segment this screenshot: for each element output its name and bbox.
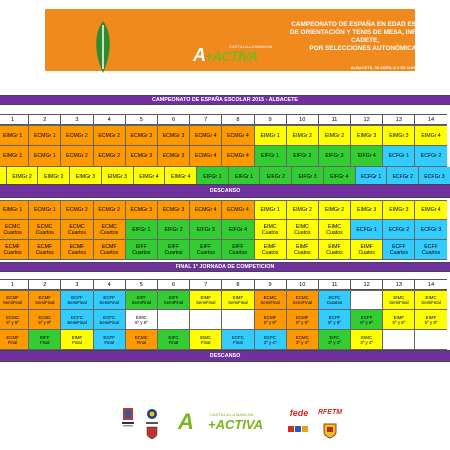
match-cell: ECMGr 1 bbox=[28, 200, 60, 220]
match-cell: EIFGr 4 bbox=[221, 220, 253, 240]
match-cell: EIFF SemiFinal bbox=[157, 290, 189, 310]
match-cell: EIMGr 3 bbox=[382, 125, 414, 146]
column-number: 13 bbox=[382, 279, 414, 290]
match-cell: EIMF Cuatos bbox=[350, 240, 382, 260]
match-cell: ECMGr 4 bbox=[189, 146, 221, 167]
schedule-row bbox=[0, 310, 446, 330]
match-cell: ECMF Final bbox=[0, 330, 28, 350]
match-cell: EIFGr 1 bbox=[228, 167, 260, 188]
match-cell: ECFC Final bbox=[221, 330, 253, 350]
match-cell: ECMGr 2 bbox=[93, 146, 125, 167]
column-number: 11 bbox=[318, 114, 350, 125]
column-number: 12 bbox=[350, 114, 382, 125]
activa-footer-logo: A +ACTIVA CASTILLA-LA MANCHA bbox=[178, 409, 264, 434]
match-cell: ECMC 5º y 8º bbox=[28, 310, 60, 330]
column-number: 14 bbox=[414, 279, 446, 290]
partner-small-logo-icon bbox=[288, 424, 308, 434]
match-cell: EIFGr 3 bbox=[291, 167, 323, 188]
match-cell: EIMC 3º y 4º bbox=[350, 330, 382, 350]
schedule-row bbox=[0, 146, 446, 167]
schedule-title: CAMPEONATO DE ESPAÑA ESCOLAR 2015 - ALBACETE bbox=[0, 95, 450, 105]
match-cell bbox=[157, 310, 189, 330]
match-cell: EIMF Cuatos bbox=[254, 240, 286, 260]
match-cell: ECMF 5º y 8º bbox=[254, 310, 286, 330]
match-cell: EIFF SemiFinal bbox=[125, 290, 157, 310]
column-number: 9 bbox=[254, 279, 286, 290]
match-cell: EIMGr 1 bbox=[254, 200, 286, 220]
match-cell: ECMGr 1 bbox=[28, 125, 60, 146]
column-number: 4 bbox=[93, 279, 125, 290]
match-cell: EIFC Final bbox=[157, 330, 189, 350]
match-cell: EIMGr 2 bbox=[286, 125, 318, 146]
column-number: 8 bbox=[221, 279, 253, 290]
column-number: 14 bbox=[414, 114, 446, 125]
match-cell: ECMC SemiFinal bbox=[286, 290, 318, 310]
match-cell: ECMGr 2 bbox=[93, 200, 125, 220]
match-cell: ECFGr 3 bbox=[414, 220, 446, 240]
column-number: 5 bbox=[125, 114, 157, 125]
match-cell: EIMC Final bbox=[189, 330, 221, 350]
footer-logos bbox=[0, 400, 450, 450]
match-cell: EIMGr 4 bbox=[414, 125, 446, 146]
match-cell: EIMC SemiFinal bbox=[382, 290, 414, 310]
match-cell: ECFF SemiFinal bbox=[93, 290, 125, 310]
banner-date: ALBACETE, 30 ABRIL A 3 DE MAYO DE 2015 bbox=[350, 65, 436, 70]
match-cell: ECMGr 4 bbox=[189, 125, 221, 146]
match-cell: ECMGr 3 bbox=[125, 125, 157, 146]
schedule-row bbox=[0, 125, 446, 146]
fede-logo: fede bbox=[289, 408, 309, 418]
match-cell: ECMC Final bbox=[125, 330, 157, 350]
column-number: 6 bbox=[157, 114, 189, 125]
column-number-row bbox=[0, 114, 446, 125]
match-cell bbox=[382, 330, 414, 350]
match-cell: ECMF Cuartos bbox=[93, 240, 125, 260]
match-cell: EIFF Final bbox=[28, 330, 60, 350]
match-cell: ECMF SemiFinal bbox=[28, 290, 60, 310]
match-cell: ECMGr 2 bbox=[93, 125, 125, 146]
match-cell: ECMC SemiFinal bbox=[254, 290, 286, 310]
match-cell: ECFC SemiFinal bbox=[93, 310, 125, 330]
match-cell: ECMF 5º y 8º bbox=[286, 310, 318, 330]
match-cell: EIFGr 1 bbox=[254, 146, 286, 167]
match-cell: EIMGr 3 bbox=[382, 200, 414, 220]
schedule-row bbox=[0, 240, 446, 260]
match-cell: EIFGr 2 bbox=[286, 146, 318, 167]
match-cell: EIFF Cuartos bbox=[157, 240, 189, 260]
schedule-row bbox=[0, 330, 446, 350]
column-number: 7 bbox=[189, 114, 221, 125]
match-cell: EIFGr 4 bbox=[323, 167, 355, 188]
column-number: 13 bbox=[382, 114, 414, 125]
jccm-logo-icon bbox=[121, 406, 135, 430]
match-cell: EIMGr 3 bbox=[101, 167, 133, 188]
match-cell: EIFC 3º y 4º bbox=[318, 330, 350, 350]
match-cell bbox=[221, 310, 253, 330]
match-cell: EIFF Cuartos bbox=[221, 240, 253, 260]
match-cell: ECFF Final bbox=[93, 330, 125, 350]
column-number: 5 bbox=[125, 279, 157, 290]
match-cell: ECMF Cuartos bbox=[60, 240, 92, 260]
match-cell: ECFF Cuartos bbox=[382, 240, 414, 260]
match-cell: EIMGr 1 bbox=[254, 125, 286, 146]
column-number: 10 bbox=[286, 114, 318, 125]
match-cell: EIFGr 3 bbox=[189, 220, 221, 240]
match-cell: EIMGr 2 bbox=[318, 125, 350, 146]
match-cell: EIMGr 4 bbox=[133, 167, 165, 188]
match-cell: ECMGr 3 bbox=[157, 125, 189, 146]
match-cell: EIMGr 1 bbox=[0, 146, 28, 167]
match-cell: ECMGr 3 bbox=[125, 146, 157, 167]
descanso-bar: DESCANSO bbox=[0, 184, 450, 198]
match-cell: ECMGr 4 bbox=[221, 125, 253, 146]
header-banner bbox=[45, 9, 441, 71]
match-cell: ECMGr 3 bbox=[157, 200, 189, 220]
match-cell: ECFF SemiFinal bbox=[60, 290, 92, 310]
match-cell: ECFC 3º y 4º bbox=[254, 330, 286, 350]
schedule-row bbox=[0, 290, 446, 310]
rfetm-logo: RFETM bbox=[317, 408, 343, 416]
match-cell: EIFF Cuartos bbox=[125, 240, 157, 260]
column-number: 6 bbox=[157, 279, 189, 290]
match-cell: ECFF Cuartos bbox=[414, 240, 446, 260]
match-cell: EIFGr 2 bbox=[157, 220, 189, 240]
match-cell bbox=[350, 290, 382, 310]
match-cell: EIMC 5º y 8º bbox=[125, 310, 157, 330]
final-title: FINAL 1ª JORNADA DE COMPETICION bbox=[0, 262, 450, 272]
column-number: 2 bbox=[28, 279, 60, 290]
match-cell: ECFGr 3 bbox=[418, 167, 450, 188]
match-cell: EIMGr 3 bbox=[69, 167, 101, 188]
match-cell: ECMGr 3 bbox=[157, 146, 189, 167]
match-cell: EIFGr 3 bbox=[318, 146, 350, 167]
match-cell: ECMGr 4 bbox=[221, 146, 253, 167]
match-cell: EIMC SemiFinal bbox=[414, 290, 446, 310]
schedule-row bbox=[0, 200, 446, 220]
match-cell: ECFGr 1 bbox=[382, 146, 414, 167]
shield-logo-icon bbox=[320, 422, 340, 440]
match-cell: ECMGr 2 bbox=[60, 200, 92, 220]
column-number: 12 bbox=[350, 279, 382, 290]
match-cell: ECMGr 2 bbox=[60, 125, 92, 146]
column-number: 9 bbox=[254, 114, 286, 125]
match-cell: EIMF SemiFinal bbox=[221, 290, 253, 310]
match-cell: ECMC 5º y 8º bbox=[0, 310, 28, 330]
match-cell: EIFGr 2 bbox=[259, 167, 291, 188]
match-cell bbox=[414, 330, 446, 350]
match-cell: ECFGr 2 bbox=[414, 146, 446, 167]
column-number: 1 bbox=[0, 279, 28, 290]
match-cell: EIMF 5º y 8º bbox=[382, 310, 414, 330]
match-cell: ECFGr 1 bbox=[350, 220, 382, 240]
match-cell: ECMGr 3 bbox=[125, 200, 157, 220]
match-cell: EIFF Cuartos bbox=[189, 240, 221, 260]
match-cell: ECMGr 1 bbox=[28, 146, 60, 167]
activa-logo: A+ACTIVA CASTILLA-LA MANCHA bbox=[193, 44, 273, 65]
match-cell: ECMF Cuartos bbox=[28, 240, 60, 260]
match-cell: EIMGr 1 bbox=[0, 125, 28, 146]
descanso-bar-2: DESCANSO bbox=[0, 350, 450, 362]
match-cell: EIMGr 2 bbox=[6, 167, 38, 188]
column-number: 11 bbox=[318, 279, 350, 290]
match-cell: ECMGr 2 bbox=[60, 146, 92, 167]
match-cell: EIMGr 1 bbox=[0, 200, 28, 220]
match-cell: EIMF SemiFinal bbox=[189, 290, 221, 310]
column-number: 3 bbox=[60, 114, 92, 125]
match-cell: EIMGr 2 bbox=[37, 167, 69, 188]
match-cell: EIMGr 4 bbox=[164, 167, 196, 188]
match-cell: ECMC Cuartos bbox=[60, 220, 92, 240]
match-cell: ECMF Cuartos bbox=[0, 240, 28, 260]
column-number: 1 bbox=[0, 114, 28, 125]
match-cell: ECMC Cuartos bbox=[93, 220, 125, 240]
match-cell: EIMF 5º y 8º bbox=[414, 310, 446, 330]
column-number: 3 bbox=[60, 279, 92, 290]
match-cell: EIMGr 3 bbox=[350, 200, 382, 220]
match-cell: ECMC 3º y 4º bbox=[286, 330, 318, 350]
match-cell: ECMC Cuartos bbox=[28, 220, 60, 240]
column-number: 10 bbox=[286, 279, 318, 290]
match-cell: ECMF SemiFinal bbox=[0, 290, 28, 310]
match-cell: ECFGr 1 bbox=[355, 167, 387, 188]
match-cell: EIFGr 1 bbox=[196, 167, 228, 188]
match-cell: EIMF Cuatos bbox=[286, 240, 318, 260]
match-cell: ECFF 5º y 8º bbox=[318, 310, 350, 330]
coat-of-arms-icon bbox=[145, 426, 159, 440]
match-cell: EIMGr 4 bbox=[414, 200, 446, 220]
match-cell: EIMF Cuatos bbox=[318, 240, 350, 260]
match-cell: EIMC Cuatos bbox=[254, 220, 286, 240]
match-cell: EIMC Cuatos bbox=[286, 220, 318, 240]
match-cell: ECMGr 4 bbox=[189, 200, 221, 220]
schedule-row bbox=[0, 220, 446, 240]
match-cell: EIMGr 2 bbox=[318, 200, 350, 220]
banner-title: CAMPEONATO DE ESPAÑA EN EDAD ESCOLAR DE ORIENTACIÓN Y TENIS DE MESA, INFANTIL Y CADETE, POR SELECCIONES AUTONÓMICAS bbox=[289, 21, 441, 52]
match-cell bbox=[189, 310, 221, 330]
match-cell: ECFC Cuartos bbox=[318, 290, 350, 310]
match-cell: EIMGr 3 bbox=[350, 125, 382, 146]
match-cell: ECFF 5º y 8º bbox=[350, 310, 382, 330]
column-number-row bbox=[0, 279, 446, 290]
match-cell: ECFGr 2 bbox=[382, 220, 414, 240]
column-number: 8 bbox=[221, 114, 253, 125]
column-number: 7 bbox=[189, 279, 221, 290]
match-cell: EIMGr 2 bbox=[286, 200, 318, 220]
leaf-logo-icon bbox=[92, 19, 114, 75]
match-cell: ECFGr 2 bbox=[386, 167, 418, 188]
column-number: 4 bbox=[93, 114, 125, 125]
match-cell: EIFGr 4 bbox=[350, 146, 382, 167]
match-cell: ECMC Cuartos bbox=[0, 220, 28, 240]
column-number: 2 bbox=[28, 114, 60, 125]
match-cell: ECFC SemiFinal bbox=[60, 310, 92, 330]
match-cell: EIMC Cuatos bbox=[318, 220, 350, 240]
match-cell: EIMF Final bbox=[60, 330, 92, 350]
match-cell: EIFGr 1 bbox=[125, 220, 157, 240]
match-cell: ECMGr 4 bbox=[221, 200, 253, 220]
